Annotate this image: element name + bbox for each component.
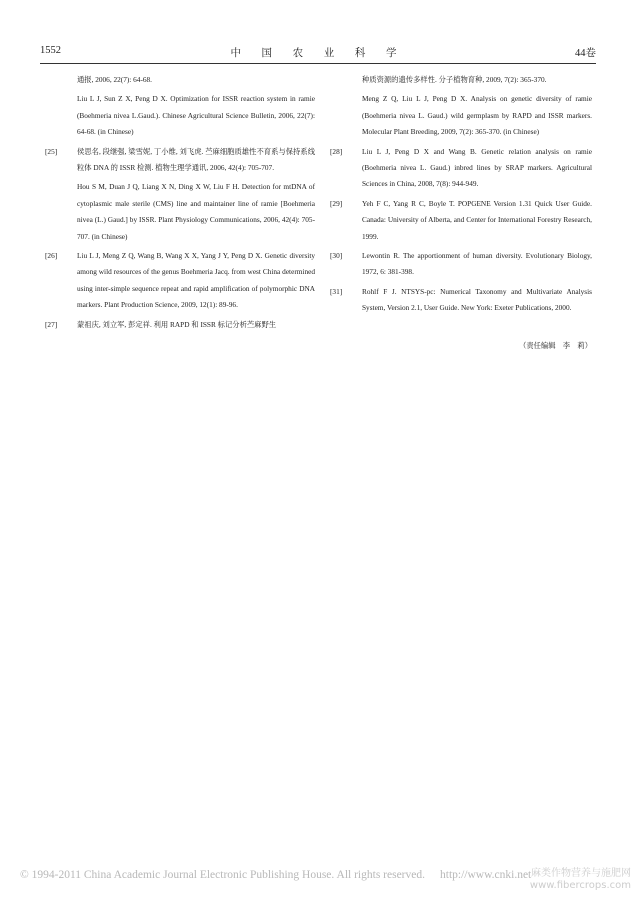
reference-number: [26] xyxy=(45,251,58,261)
page-number: 1552 xyxy=(40,45,61,56)
reference-entry xyxy=(45,317,315,333)
reference-text: 通报, 2006, 22(7): 64-68. xyxy=(77,75,152,84)
references-right-column xyxy=(330,72,592,320)
reference-text: Meng Z Q, Liu L J, Peng D X. Analysis on genetic diversity of ramie (Boehmeria nivea L. Gaud.) wild germplasm by RAPD and ISSR markers. Molecular Plant Breeding, 2009, 7(2): 365-370. (in Chinese) xyxy=(362,94,592,137)
reference-entry xyxy=(45,248,315,314)
reference-number: [30] xyxy=(330,251,343,261)
reference-text: Rohlf F J. NTSYS-pc: Numerical Taxonomy and Multivariate Analysis System, Version 2.1, User Guide. New York: Exeter Publications, 2000. xyxy=(362,286,592,313)
reference-entry xyxy=(330,284,592,317)
reference-number: [31] xyxy=(330,286,343,296)
running-header xyxy=(40,45,596,61)
reference-entry xyxy=(45,144,315,245)
reference-entry xyxy=(330,248,592,281)
references-left-column xyxy=(45,72,315,336)
reference-entry xyxy=(330,144,592,193)
watermark-url: www.fibercrops.com xyxy=(529,880,631,891)
reference-text: Liu L J, Peng D X and Wang B. Genetic relation analysis on ramie (Boehmeria nivea L. Gaud.) inbred lines by SRAP markers. Agricultural Sciences in China, 2008, 7(8): 944-949. xyxy=(362,146,592,189)
reference-text: Lewontin R. The apportionment of human diversity. Evolutionary Biology, 1972, 6: 381-398. xyxy=(362,251,592,277)
reference-text: 种质资源的遗传多样性. 分子植物育种, 2009, 7(2): 365-370. xyxy=(362,75,547,84)
responsible-editor: （责任编辑 李 莉） xyxy=(519,341,592,350)
reference-text: 侯思名, 段继强, 梁雪妮, 丁小维, 刘飞虎. 苎麻细胞质雄性不育系与保持系线粒体 DNA 的 ISSR 检测. 植物生理学通讯, 2006, 42(4): 705-707. xyxy=(77,146,315,173)
reference-number: [28] xyxy=(330,146,343,156)
journal-title: 中 国 农 业 科 学 xyxy=(230,48,406,59)
reference-entry xyxy=(330,72,592,141)
reference-text: Liu L J, Meng Z Q, Wang B, Wang X X, Yang J Y, Peng D X. Genetic diversity among wild resources of the genus Boehmeria Jacq. from west China determined using inter-simple sequence repeat and rapid amplification of polymorphic DNA markers. Plant Production Science, 2009, 12(1): 89-96. xyxy=(77,251,315,310)
reference-number: [27] xyxy=(45,319,58,329)
copyright-notice: © 1994-2011 China Academic Journal Electronic Publishing House. All rights reserved. xyxy=(20,869,425,881)
reference-text: Hou S M, Duan J Q, Liang X N, Ding X W, Liu F H. Detection for mtDNA of cytoplasmic male sterile (CMS) line and maintainer line of ramie [Boehmeria nivea (L.) Gaud.] by ISSR. Plant Physiology Communications, 2006, 42(4): 705-707. (in Chinese) xyxy=(77,182,315,241)
reference-number: [29] xyxy=(330,198,343,208)
reference-text: 蒙祖庆, 刘立军, 彭定祥. 利用 RAPD 和 ISSR 标记分析苎麻野生 xyxy=(77,319,277,329)
reference-entry xyxy=(330,196,592,245)
header-rule xyxy=(40,63,596,64)
reference-text: Liu L J, Sun Z X, Peng D X. Optimization for ISSR reaction system in ramie (Boehmeria nivea L.Gaud.). Chinese Agricultural Science Bulletin, 2006, 22(7): 64-68. (in Chinese) xyxy=(77,94,315,137)
volume-label: 44卷 xyxy=(575,48,596,59)
reference-entry xyxy=(45,72,315,141)
reference-text: Yeh F C, Yang R C, Boyle T. POPGENE Version 1.31 Quick User Guide. Canada: University of Alberta, and Center for International Forestry Research, 1999. xyxy=(362,198,592,241)
site-watermark xyxy=(513,867,631,897)
cnki-link[interactable]: http://www.cnki.net xyxy=(440,869,532,881)
watermark-title: 麻类作物营养与施肥网 xyxy=(531,868,631,879)
reference-number: [25] xyxy=(45,146,58,156)
